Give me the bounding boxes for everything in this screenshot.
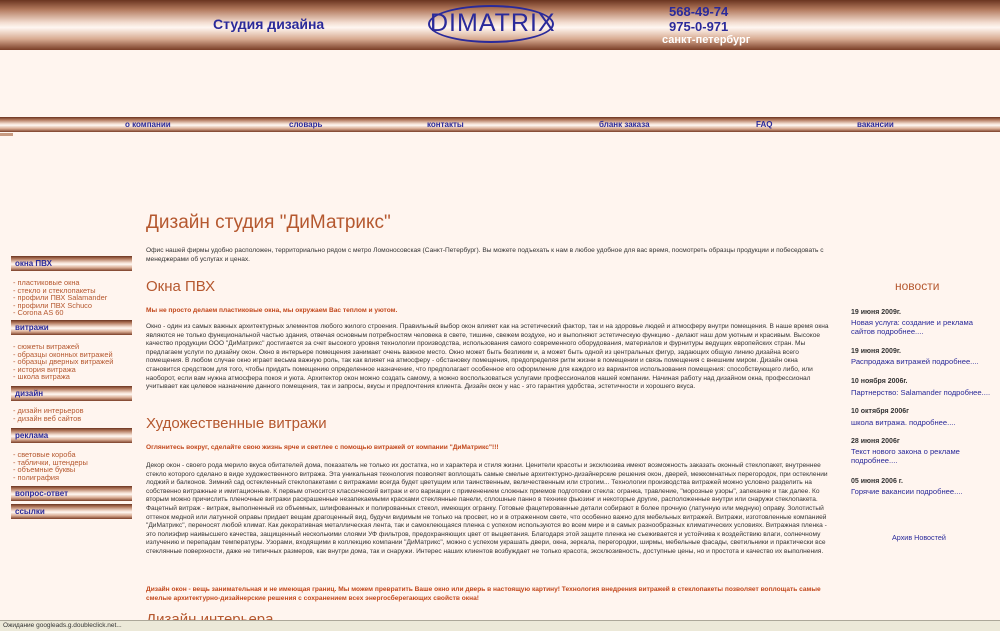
windows-text: Окно - один из самых важных архитектурных элементов любого жилого строения. Правильный выбор окон влияет как на эстетический фактор, так и на здоровье людей и атмосферу внутри помещения. В наше время окна являются не только функциональной частью здания, отвечая основным потребностям человека в свете, тишине, свежем воздухе, но и выполняют эстетическую функцию - делают наш дом уютным и красивым. Высокое качество продукции ООО "ДиМатрикс" достигается за счет высокого уровня технологии производства, использования самого современного оборудования, материалов и фурнитуры ведущих европейских стран. Мы предлагаем услуги по дизайну окон. Окно в интерьере помещения занимает очень важное место. Окно может быть безликим и, а может быть одной из центральных фигур, задающих общую линию дизайна всего помещения. В любом случае окно играет весьма важную роль, так как влияет на атмосферу - обстановку помещения, предопределяя ритм жизни в помещении и связь помещения с внешним миром. Дизайн окна становится средством для того, чтобы придать помещению определенное назначение, что предполагает особенное его оформление для каждого из вариантов использования помещения: способствующего либо, или наоборот, если вам нужна атмосфера покоя и уюта. Архитектор окон можно создать самому, а можно воспользоваться услугами профессионалов нашей компании. Начиная работу над дизайном окна, профессионал учитывает как целевое назначение данного помещения, так и запросы, вкусы и предпочтения клиента. Дизайн окон у нас - это гарантия удобства, эстетичности и хорошего вкуса. [146,323,829,391]
news-date: 10 октября 2006г [851,408,910,415]
sidebar-head-vitrage[interactable]: витражи [11,320,132,335]
news-date: 19 июня 2009г. [851,309,902,316]
heading-vitrage: Художественные витражи [146,415,327,432]
sidebar-link[interactable]: - объемные буквы [13,465,76,475]
news-link[interactable]: Партнерство: Salamander подробнее.... [851,388,991,397]
nav-contacts[interactable]: контакты [427,120,464,129]
sidebar-link[interactable]: - пластиковые окна [13,278,80,287]
sidebar-links-design [13,407,84,422]
sidebar-link[interactable]: - полиграфия [13,472,60,482]
news-link[interactable]: Горячие вакансии подробнее.... [851,487,963,496]
sidebar-link[interactable]: - профили ПВХ Schuco [13,300,92,310]
sidebar-head-windows[interactable]: окна ПВХ [11,256,132,271]
sidebar-link[interactable]: - световые короба [13,450,76,459]
news-archive-link[interactable]: Архив Новостей [892,533,946,542]
sidebar-link[interactable]: - Corona AS 60 [13,308,64,318]
sidebar-link[interactable]: - история витража [13,364,76,374]
top-nav [0,117,1000,132]
news-link[interactable]: Новая услуга: создание и реклама сайтов подробнее.... [851,318,973,337]
sidebar-links-windows [13,279,107,317]
news-link[interactable]: школа витража. подробнее.... [851,418,956,427]
status-text: Ожидание googleads.g.doubleclick.net... [3,622,122,629]
news-date: 19 июня 2009г. [851,348,902,355]
phone-number-2: 975-0-971 [669,19,729,34]
nav-dictionary[interactable]: словарь [289,120,323,129]
sidebar-link[interactable]: - дизайн веб сайтов [13,413,82,423]
sidebar-head-qa[interactable]: вопрос-ответ [11,486,132,501]
dimatrix-logo[interactable]: DIMATRIX [428,5,554,43]
sidebar-link[interactable]: - образцы дверных витражей [13,357,114,367]
sidebar-link[interactable]: - школа витража [13,372,70,382]
sidebar-link[interactable]: - профили ПВХ Salamander [13,293,108,303]
header-banner [0,0,1000,50]
nav-vacancies[interactable]: вакансии [857,120,894,129]
vitrage-footer: Дизайн окон - вещь занимательная и не имеющая границ. Мы можем превратить Ваше окно или дверь в настоящую картину! Технология внедрения витражей в стеклопакеты позволяет воплощать самые смелые архитектурно-дизайнерские решения с сохранением всех энергосберегающих свойств окна! [146,586,821,602]
sidebar-head-links[interactable]: ссылки [11,504,132,519]
sidebar-links-ads [13,451,88,481]
sidebar-head-design[interactable]: дизайн [11,386,132,401]
page-title: Дизайн студия "ДиМатрикс" [146,212,391,233]
news-link[interactable]: Распродажа витражей подробнее.... [851,357,979,366]
news-date: 10 ноября 2006г. [851,378,908,385]
sidebar-link[interactable]: - дизайн интерьеров [13,406,84,415]
divider [0,133,13,136]
sidebar-links-vitrage [13,343,113,381]
nav-order-form[interactable]: бланк заказа [599,120,650,129]
vitrage-text: Декор окон - своего рода мерило вкуса обитателей дома, показатель не только их достатка, но и характера и стиля жизни. Ценители красоты и эксклюзива имеют возможность заказать оконный стеклопакет, внутреннее стекло которого сделано в виде художественного витража. Эта уникальная технология позволяет воплощать самые смелые архитектурно-дизайнерские решения окон, дверей, межкомнатных перегородок, при остеклении лоджий и балконов. Зимний сад остекленный стеклопакетами с витражами всегда будет цветущим или таинственным, величественным или строгим... Технологии производства витражей можно условно разделить на собственно витражные и имитационные. К первым относится классический витраж и его вариации с применением сложных приемов подготовки стекла: огранка, травление, "морозные узоры", запекание и так далее. Ко вторым можно причислить пленочные витражи раскрашенные незапекаемыми красками стеклянные панели, сплошные панно в технике фьюзинг и некоторые другие, расположенные внутри или снаружи стеклопакета. Фацетный витраж - витраж, выполненный из объемных, шлифованных и полированных стекол, имеющих огранку. Готовые фацетированные детали собирают в более прочную (латунную или медную) оправу. Золотистый оттенок медной или латунной оправы придает вещам драгоценный вид, будучи видимым не только на просвет, но и в отраженном свете, что особенно важно для мебельных витражей. Витражи, изготовленные компанией "ДиМатрикс", переносят любой климат. Как декоративная металлическая лента, так и самоклеющаяся пленка с успехом используются во всем мире и в самых разнообразных климатических условиях. Витражная пленка - это полиэфир наивысшего качества, защищенный несколькими слоями УФ фильтров, предохраняющих цвет от выцветания. Благодаря этой защите пленка не съеживается и устойчива к воздействию влаги, солнечному излучению и перепадам температуры. Узорами, входящими в коллекцию компании "ДиМатрикс", можно с успехом украшать двери, окна, зеркала, перегородки, ширмы, мебельные фасады, светильники и практически все стеклянные поверхности, даже не типичных размеров, как внутри дома, так и снаружи. Интерес наших клиентов возбуждает не только красота, эксклюзивность, доступные цены, но и простота и качество их выполнения. [146,462,828,555]
browser-status-bar [0,620,1000,631]
sidebar-link[interactable]: - сюжеты витражей [13,342,80,351]
nav-about[interactable]: о компании [125,120,171,129]
sidebar-link[interactable]: - таблички, штендеры [13,457,88,467]
studio-label: Студия дизайна [213,16,325,32]
phone-number-1: 568-49-74 [669,4,729,19]
city-label: санкт-петербург [662,34,751,46]
sidebar-link[interactable]: - образцы оконных витражей [13,349,113,359]
sidebar-link[interactable]: - стекло и стеклопакеты [13,285,96,295]
news-date: 05 июня 2006 г. [851,478,903,485]
vitrage-lead: Оглянитесь вокруг, сделайте свою жизнь ярче и светлее с помощью витражей от компании "ДиМатрикс"!!! [146,444,499,451]
sidebar-head-ads[interactable]: реклама [11,428,132,443]
news-title: новости [895,279,940,293]
windows-lead: Мы не просто делаем пластиковые окна, мы окружаем Вас теплом и уютом. [146,307,398,314]
nav-faq[interactable]: FAQ [756,120,773,129]
news-link[interactable]: Текст нового закона о рекламе подробнее.... [851,447,960,466]
news-date: 28 июня 2006г [851,438,900,445]
intro-text: Офис нашей фирмы удобно расположен, территориально рядом с метро Ломоносовская (Санкт-Петербург). Вы можете подъехать к нам в любое удобное для вас время, посмотреть образцы продукции и побеседовать с менеджерами об услугах и ценах. [146,247,824,263]
heading-windows: Окна ПВХ [146,278,216,295]
